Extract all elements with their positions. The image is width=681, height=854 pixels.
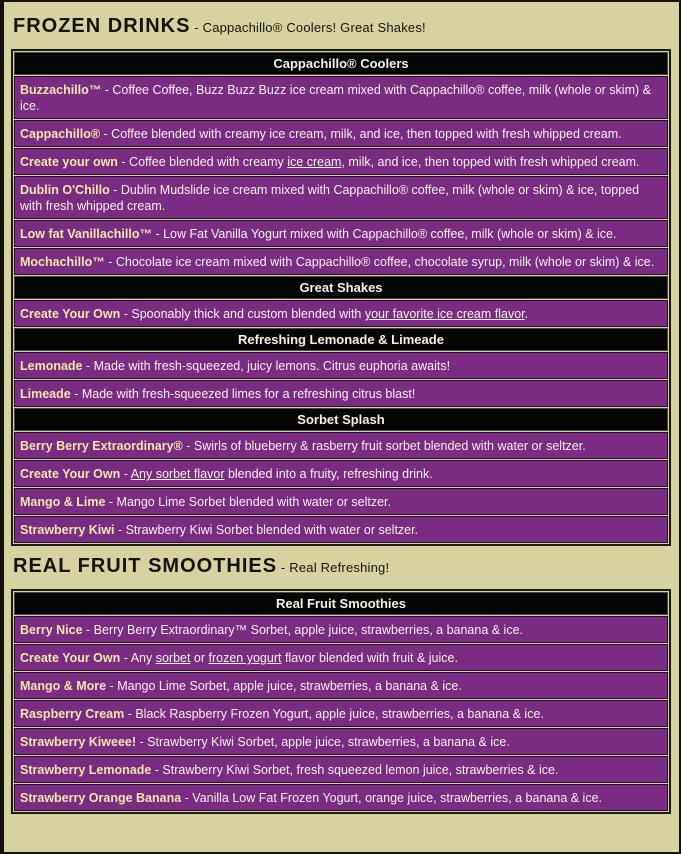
menu-item-row [14, 516, 668, 543]
section-tagline: Cappachillo® Coolers! Great Shakes! [202, 20, 426, 35]
menu-section [11, 555, 671, 814]
menu-item-description: Dublin Mudslide ice cream mixed with Cappachillo® coffee, milk (whole or skim) & ice, topped with fresh whipped cream. [20, 183, 640, 213]
menu-item-name: Mochachillo™ [20, 255, 105, 269]
item-separator: - [82, 359, 94, 373]
menu-item-row [14, 672, 668, 699]
menu-item-name: Cappachillo® [20, 127, 101, 141]
item-separator: - [104, 255, 116, 269]
menu-item-link[interactable]: Any sorbet flavor [130, 467, 225, 481]
menu-item-link[interactable]: ice cream [287, 155, 342, 169]
item-separator: - [105, 495, 117, 509]
menu-item-row [14, 728, 668, 755]
menu-item-name: Strawberry Orange Banana [20, 791, 182, 805]
menu-item-link[interactable]: frozen yogurt [208, 651, 282, 665]
item-separator: - [151, 763, 163, 777]
menu-item-row [14, 148, 668, 175]
menu-item-row [14, 460, 668, 487]
menu-table [11, 49, 671, 546]
menu-item-description: Chocolate ice cream mixed with Cappachillo® coffee, chocolate syrup, milk (whole or skim) & ice. [115, 255, 655, 269]
menu-item-row [14, 644, 668, 671]
item-separator: - [120, 651, 131, 665]
menu-item-row [14, 616, 668, 643]
menu-section [11, 15, 671, 546]
section-tagline: Real Refreshing! [289, 560, 390, 575]
menu-item-name: Create your own [20, 155, 118, 169]
menu-item-description: Any sorbet or frozen yogurt flavor blended with fruit & juice. [130, 651, 458, 665]
menu-item-description: Spoonably thick and custom blended with your favorite ice cream flavor. [131, 307, 529, 321]
menu-item-name: Strawberry Lemonade [20, 763, 152, 777]
menu-item-link[interactable]: your favorite ice cream flavor [364, 307, 525, 321]
menu-item-name: Create Your Own [20, 307, 121, 321]
menu-item-row [14, 248, 668, 275]
menu-item-row [14, 488, 668, 515]
group-header: Great Shakes [14, 276, 668, 299]
menu-item-row [14, 176, 668, 219]
menu-item-name: Mango & More [20, 679, 107, 693]
item-separator: - [182, 439, 194, 453]
menu-item-description: Coffee Coffee, Buzz Buzz Buzz ice cream mixed with Cappachillo® coffee, milk (whole or skim) & ice. [20, 83, 651, 113]
group-header: Real Fruit Smoothies [14, 592, 668, 615]
menu-item-link[interactable]: sorbet [155, 651, 191, 665]
item-separator: - [124, 707, 136, 721]
menu-item-name: Raspberry Cream [20, 707, 125, 721]
menu-item-row [14, 120, 668, 147]
menu-item-name: Berry Nice [20, 623, 83, 637]
menu-item-description: Strawberry Kiwi Sorbet blended with water or seltzer. [125, 523, 419, 537]
menu-item-name: Limeade [20, 387, 71, 401]
section-title [13, 555, 669, 578]
item-separator: - [70, 387, 82, 401]
item-separator: - [109, 183, 121, 197]
item-separator: - [106, 679, 118, 693]
item-separator: - [136, 735, 148, 749]
group-header: Refreshing Lemonade & Limeade [14, 328, 668, 351]
menu-item-row [14, 300, 668, 327]
menu-item-description: Vanilla Low Fat Frozen Yogurt, orange juice, strawberries, a banana & ice. [192, 791, 603, 805]
menu-item-row [14, 220, 668, 247]
section-title-text: REAL FRUIT SMOOTHIES [13, 555, 278, 577]
item-separator: - [120, 307, 132, 321]
menu-table [11, 589, 671, 814]
menu-item-name: Berry Berry Extraordinary® [20, 439, 183, 453]
group-header: Cappachillo® Coolers [14, 52, 668, 75]
menu-item-description: Coffee blended with creamy ice cream, milk, and ice, then topped with fresh whipped cream. [129, 155, 640, 169]
menu-item-row [14, 380, 668, 407]
item-separator: - [100, 127, 112, 141]
menu-item-row [14, 76, 668, 119]
section-title-text: FROZEN DRINKS [13, 15, 191, 37]
menu-item-row [14, 784, 668, 811]
menu-item-description: Black Raspberry Frozen Yogurt, apple juice, strawberries, a banana & ice. [135, 707, 544, 721]
menu-item-description: Strawberry Kiwi Sorbet, apple juice, strawberries, a banana & ice. [147, 735, 510, 749]
item-separator: - [181, 791, 193, 805]
menu-item-row [14, 432, 668, 459]
menu-item-name: Create Your Own [20, 467, 121, 481]
menu-item-description: Made with fresh-squeezed limes for a refreshing citrus blast! [81, 387, 416, 401]
menu-item-row [14, 700, 668, 727]
item-separator: - [114, 523, 126, 537]
menu-item-description: Strawberry Kiwi Sorbet, fresh squeezed lemon juice, strawberries & ice. [162, 763, 559, 777]
menu-root [11, 15, 671, 814]
menu-item-description: Mango Lime Sorbet blended with water or seltzer. [116, 495, 391, 509]
item-separator: - [151, 227, 164, 241]
menu-item-name: Low fat Vanillachillo™ [20, 227, 152, 241]
menu-item-name: Buzzachillo™ [20, 83, 102, 97]
menu-item-name: Strawberry Kiweee! [20, 735, 137, 749]
menu-item-name: Strawberry Kiwi [20, 523, 115, 537]
item-separator: - [101, 83, 113, 97]
menu-item-name: Mango & Lime [20, 495, 106, 509]
menu-item-description: Low Fat Vanilla Yogurt mixed with Cappachillo® coffee, milk (whole or skim) & ice. [163, 227, 617, 241]
menu-item-name: Dublin O'Chillo [20, 183, 110, 197]
item-separator: - [120, 467, 131, 481]
menu-item-description: Made with fresh-squeezed, juicy lemons. Citrus euphoria awaits! [93, 359, 451, 373]
menu-item-name: Lemonade [20, 359, 83, 373]
menu-item-row [14, 756, 668, 783]
title-separator: - [277, 560, 290, 575]
group-header: Sorbet Splash [14, 408, 668, 431]
menu-item-row [14, 352, 668, 379]
menu-item-description: Swirls of blueberry & rasberry fruit sorbet blended with water or seltzer. [193, 439, 586, 453]
menu-item-description: Any sorbet flavor blended into a fruity, refreshing drink. [130, 467, 433, 481]
menu-item-description: Berry Berry Extraordinary™ Sorbet, apple juice, strawberries, a banana & ice. [93, 623, 524, 637]
title-separator: - [190, 20, 203, 35]
menu-item-description: Coffee blended with creamy ice cream, milk, and ice, then topped with fresh whipped cream. [111, 127, 622, 141]
section-title [13, 15, 669, 38]
item-separator: - [82, 623, 94, 637]
menu-item-description: Mango Lime Sorbet, apple juice, strawberries, a banana & ice. [117, 679, 462, 693]
menu-item-name: Create Your Own [20, 651, 121, 665]
item-separator: - [117, 155, 130, 169]
